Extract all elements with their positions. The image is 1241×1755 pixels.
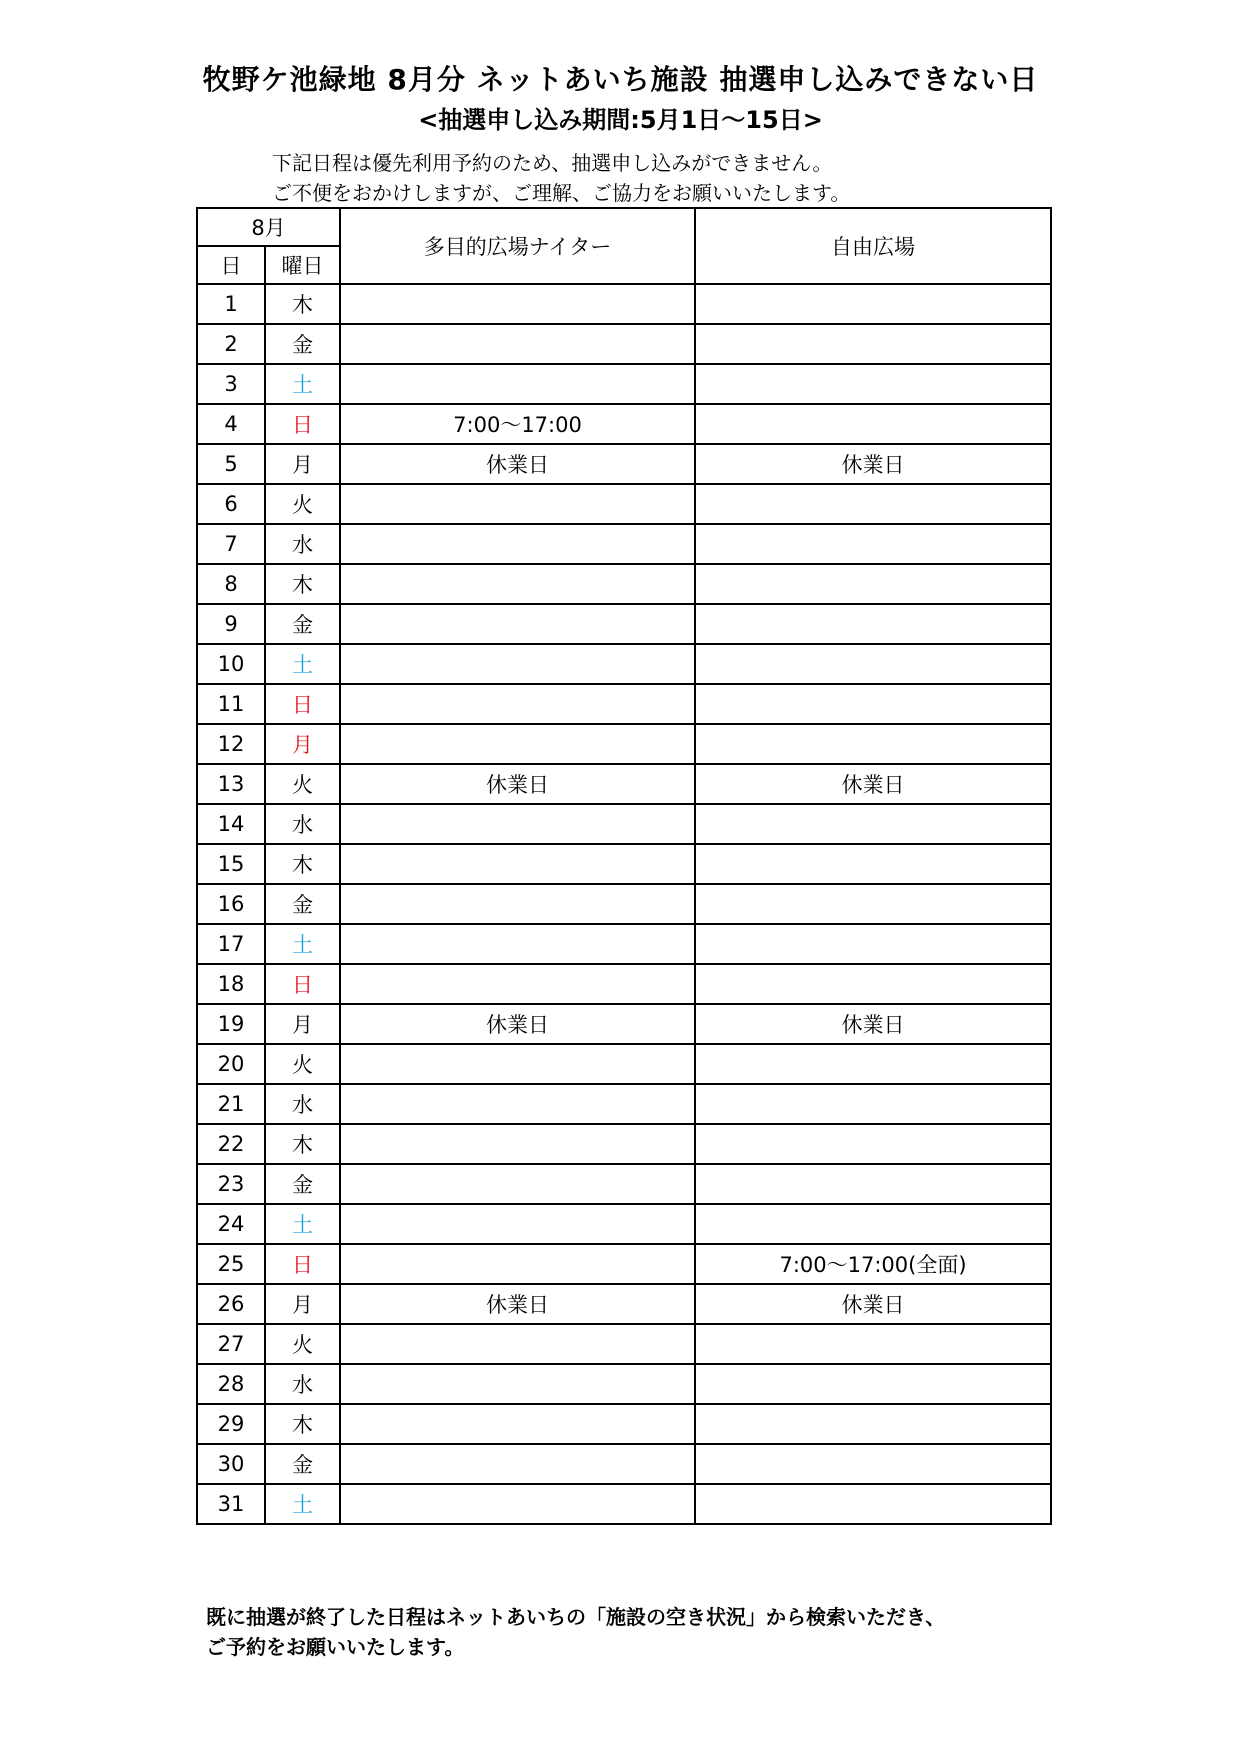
day-cell: 27 [197, 1324, 265, 1364]
col2-cell: 休業日 [695, 444, 1051, 484]
col2-cell [695, 964, 1051, 1004]
day-cell: 17 [197, 924, 265, 964]
col1-cell [340, 1364, 695, 1404]
weekday-header: 曜日 [265, 246, 340, 284]
day-cell: 11 [197, 684, 265, 724]
schedule-table [196, 207, 1052, 1525]
day-cell: 10 [197, 644, 265, 684]
col2-cell [695, 884, 1051, 924]
weekday-cell: 月 [265, 1004, 340, 1044]
table-row [197, 1004, 1051, 1044]
table-row [197, 1244, 1051, 1284]
col2-cell [695, 324, 1051, 364]
table-row [197, 1484, 1051, 1524]
col1-cell [340, 644, 695, 684]
day-cell: 22 [197, 1124, 265, 1164]
weekday-cell: 日 [265, 684, 340, 724]
weekday-cell: 火 [265, 764, 340, 804]
weekday-cell: 木 [265, 844, 340, 884]
footer-line: ご予約をお願いいたします。 [206, 1635, 465, 1659]
weekday-cell: 火 [265, 484, 340, 524]
weekday-cell: 土 [265, 924, 340, 964]
weekday-cell: 日 [265, 964, 340, 1004]
table-row [197, 1284, 1051, 1324]
col2-cell [695, 284, 1051, 324]
weekday-cell: 水 [265, 1364, 340, 1404]
day-cell: 4 [197, 404, 265, 444]
weekday-cell: 木 [265, 564, 340, 604]
table-row [197, 884, 1051, 924]
col2-cell: 休業日 [695, 1284, 1051, 1324]
col1-cell [340, 684, 695, 724]
col1-cell [340, 1044, 695, 1084]
col2-cell [695, 404, 1051, 444]
table-row [197, 1084, 1051, 1124]
day-cell: 21 [197, 1084, 265, 1124]
col2-cell [695, 1404, 1051, 1444]
day-cell: 9 [197, 604, 265, 644]
day-cell: 16 [197, 884, 265, 924]
table-row [197, 484, 1051, 524]
col1-cell [340, 524, 695, 564]
footer-line: 既に抽選が終了した日程はネットあいちの「施設の空き状況」から検索いただき、 [206, 1605, 946, 1629]
schedule-body [197, 284, 1051, 1524]
day-cell: 28 [197, 1364, 265, 1404]
day-cell: 3 [197, 364, 265, 404]
col1-cell [340, 1164, 695, 1204]
day-cell: 7 [197, 524, 265, 564]
day-cell: 6 [197, 484, 265, 524]
weekday-cell: 月 [265, 1284, 340, 1324]
col2-cell: 休業日 [695, 764, 1051, 804]
col2-cell: 休業日 [695, 1004, 1051, 1044]
table-row [197, 964, 1051, 1004]
table-row [197, 844, 1051, 884]
col1-cell [340, 1484, 695, 1524]
col2-cell [695, 604, 1051, 644]
notice-line: 下記日程は優先利用予約のため、抽選申し込みができません。 [272, 151, 833, 175]
col2-cell [695, 1084, 1051, 1124]
day-cell: 13 [197, 764, 265, 804]
col2-cell [695, 1324, 1051, 1364]
footer-note [206, 1602, 945, 1662]
day-cell: 15 [197, 844, 265, 884]
col2-cell [695, 484, 1051, 524]
col1-cell [340, 1444, 695, 1484]
weekday-cell: 土 [265, 1484, 340, 1524]
table-row [197, 1124, 1051, 1164]
col1-cell [340, 604, 695, 644]
day-cell: 12 [197, 724, 265, 764]
col2-cell [695, 364, 1051, 404]
col1-cell [340, 1084, 695, 1124]
col1-cell [340, 1204, 695, 1244]
day-cell: 2 [197, 324, 265, 364]
table-header-row [197, 208, 1051, 246]
weekday-cell: 土 [265, 1204, 340, 1244]
col1-cell [340, 924, 695, 964]
col1-cell [340, 324, 695, 364]
col1-cell [340, 964, 695, 1004]
col1-cell [340, 564, 695, 604]
day-cell: 23 [197, 1164, 265, 1204]
table-row [197, 644, 1051, 684]
weekday-cell: 日 [265, 1244, 340, 1284]
notice-line: ご不便をおかけしますが、ご理解、ご協力をお願いいたします。 [272, 181, 851, 205]
day-cell: 19 [197, 1004, 265, 1044]
notice-text [272, 148, 850, 208]
col1-cell [340, 804, 695, 844]
day-cell: 14 [197, 804, 265, 844]
weekday-cell: 水 [265, 524, 340, 564]
day-cell: 29 [197, 1404, 265, 1444]
day-cell: 20 [197, 1044, 265, 1084]
table-row [197, 1444, 1051, 1484]
weekday-cell: 火 [265, 1044, 340, 1084]
col2-cell [695, 924, 1051, 964]
table-row [197, 324, 1051, 364]
col1-cell: 休業日 [340, 1284, 695, 1324]
day-cell: 5 [197, 444, 265, 484]
weekday-cell: 木 [265, 284, 340, 324]
col2-cell [695, 844, 1051, 884]
day-cell: 31 [197, 1484, 265, 1524]
col2-cell [695, 1444, 1051, 1484]
table-row [197, 284, 1051, 324]
day-cell: 30 [197, 1444, 265, 1484]
table-row [197, 1404, 1051, 1444]
day-cell: 8 [197, 564, 265, 604]
col2-cell: 7:00～17:00(全面) [695, 1244, 1051, 1284]
col1-header: 多目的広場ナイター [340, 208, 695, 284]
table-row [197, 1204, 1051, 1244]
weekday-cell: 金 [265, 884, 340, 924]
weekday-cell: 金 [265, 604, 340, 644]
col2-cell [695, 684, 1051, 724]
col1-cell: 休業日 [340, 444, 695, 484]
col2-cell [695, 564, 1051, 604]
table-row [197, 1324, 1051, 1364]
table-row [197, 444, 1051, 484]
application-period: <抽選申し込み期間:5月1日～15日> [418, 106, 823, 134]
page-title: 牧野ケ池緑地 8月分 ネットあいち施設 抽選申し込みできない日 [202, 63, 1039, 96]
weekday-cell: 土 [265, 644, 340, 684]
col1-cell [340, 364, 695, 404]
col2-cell [695, 804, 1051, 844]
day-header: 日 [197, 246, 265, 284]
table-row [197, 684, 1051, 724]
weekday-cell: 月 [265, 724, 340, 764]
weekday-cell: 日 [265, 404, 340, 444]
col1-cell [340, 724, 695, 764]
weekday-cell: 土 [265, 364, 340, 404]
table-row [197, 924, 1051, 964]
table-row [197, 604, 1051, 644]
table-row [197, 404, 1051, 444]
col2-cell [695, 1124, 1051, 1164]
weekday-cell: 水 [265, 1084, 340, 1124]
table-row [197, 564, 1051, 604]
col2-cell [695, 644, 1051, 684]
day-cell: 26 [197, 1284, 265, 1324]
table-row [197, 724, 1051, 764]
table-row [197, 524, 1051, 564]
weekday-cell: 金 [265, 324, 340, 364]
col2-cell [695, 1164, 1051, 1204]
col1-cell [340, 1244, 695, 1284]
col1-cell: 休業日 [340, 764, 695, 804]
day-cell: 24 [197, 1204, 265, 1244]
table-row [197, 1044, 1051, 1084]
col1-cell: 7:00～17:00 [340, 404, 695, 444]
col2-cell [695, 524, 1051, 564]
col2-cell [695, 724, 1051, 764]
month-header: 8月 [197, 208, 340, 246]
table-row [197, 764, 1051, 804]
col2-cell [695, 1364, 1051, 1404]
table-row [197, 1164, 1051, 1204]
col1-cell [340, 1124, 695, 1164]
weekday-cell: 木 [265, 1124, 340, 1164]
table-row [197, 1364, 1051, 1404]
col1-cell [340, 1324, 695, 1364]
col1-cell [340, 884, 695, 924]
col1-cell [340, 484, 695, 524]
weekday-cell: 金 [265, 1444, 340, 1484]
day-cell: 25 [197, 1244, 265, 1284]
weekday-cell: 火 [265, 1324, 340, 1364]
col2-cell [695, 1044, 1051, 1084]
weekday-cell: 金 [265, 1164, 340, 1204]
weekday-cell: 月 [265, 444, 340, 484]
col2-cell [695, 1204, 1051, 1244]
col1-cell: 休業日 [340, 1004, 695, 1044]
table-row [197, 804, 1051, 844]
col2-cell [695, 1484, 1051, 1524]
day-cell: 18 [197, 964, 265, 1004]
col1-cell [340, 1404, 695, 1444]
day-cell: 1 [197, 284, 265, 324]
col1-cell [340, 844, 695, 884]
weekday-cell: 水 [265, 804, 340, 844]
table-row [197, 364, 1051, 404]
col2-header: 自由広場 [695, 208, 1051, 284]
weekday-cell: 木 [265, 1404, 340, 1444]
col1-cell [340, 284, 695, 324]
